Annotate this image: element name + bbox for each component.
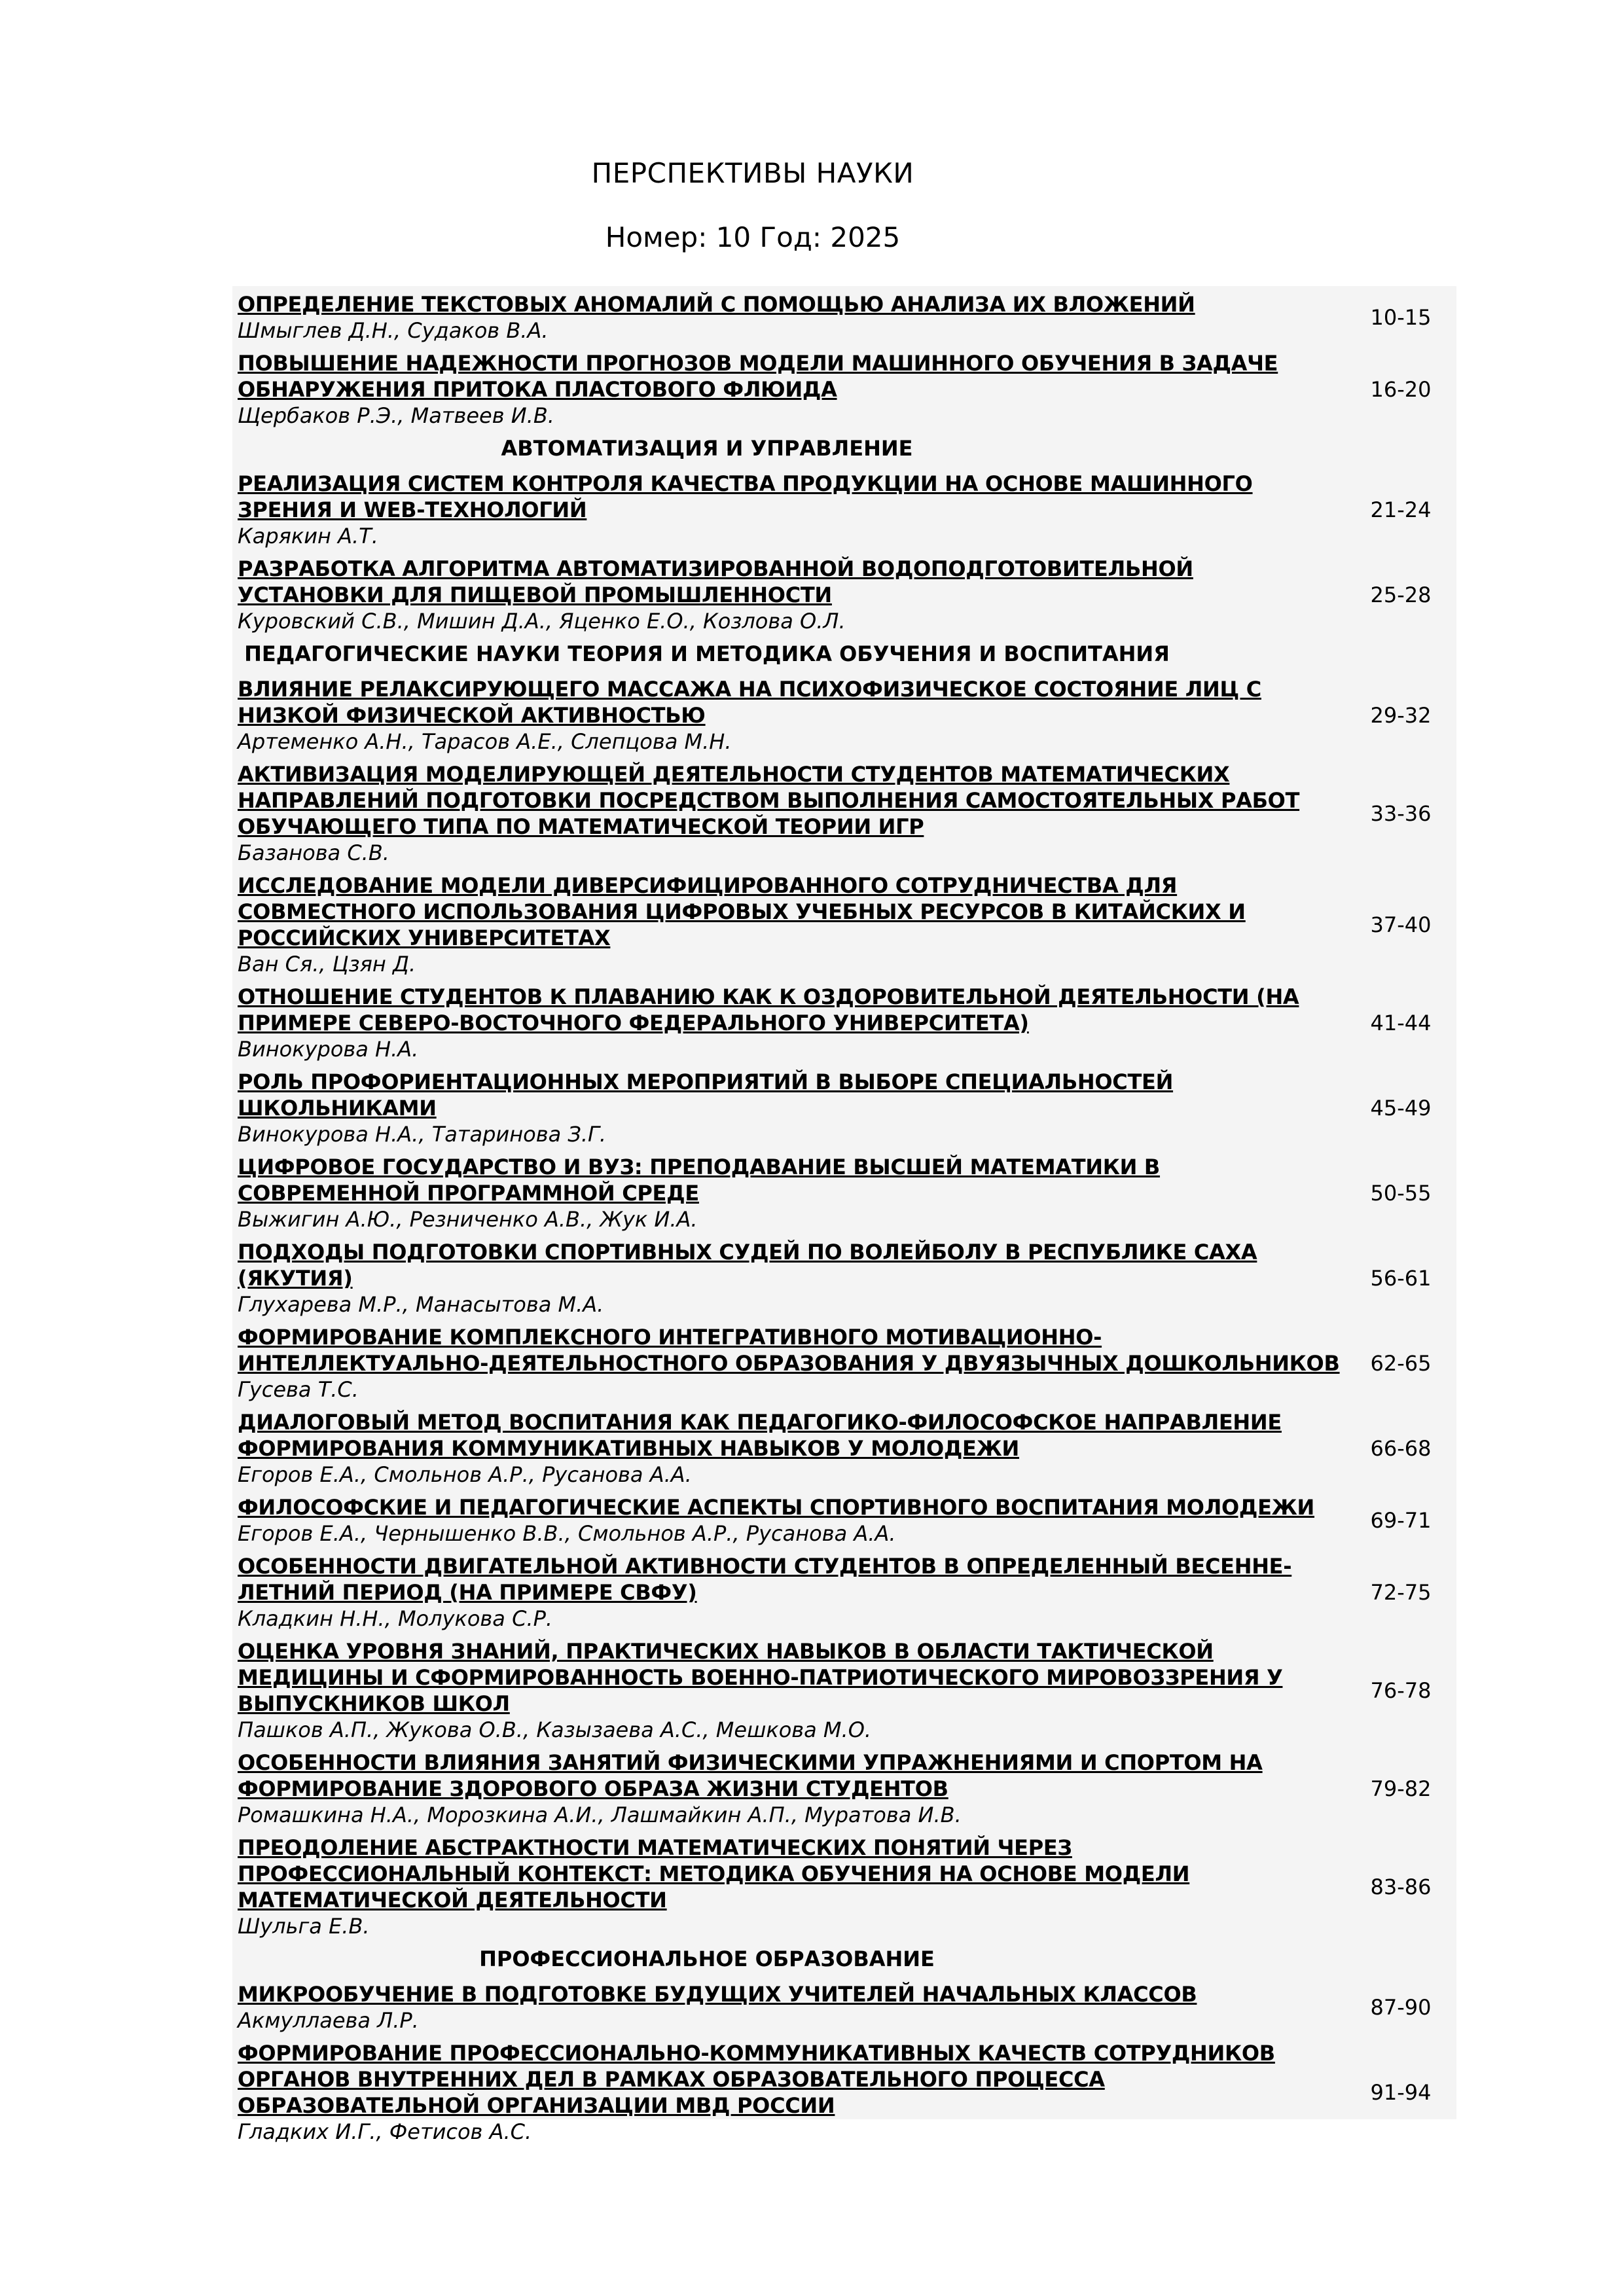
article-authors: Карякин А.Т. xyxy=(238,524,378,548)
section-heading: ПЕДАГОГИЧЕСКИЕ НАУКИ ТЕОРИЯ И МЕТОДИКА ОБУЧЕНИЯ И ВОСПИТАНИЯ xyxy=(244,641,1170,666)
toc-entry xyxy=(232,1835,1456,1939)
issue-info: Номер: 10 Год: 2025 xyxy=(605,221,901,253)
article-authors: Глухарева М.Р., Манасытова М.А. xyxy=(238,1292,604,1317)
article-authors: Шульга Е.В. xyxy=(238,1914,370,1939)
toc-entry xyxy=(232,2040,1456,2145)
toc-entry xyxy=(232,291,1456,344)
article-title-link[interactable]: РОЛЬ ПРОФОРИЕНТАЦИОННЫХ МЕРОПРИЯТИЙ В ВЫБОРЕ СПЕЦИАЛЬНОСТЕЙ ШКОЛЬНИКАМИ xyxy=(238,1069,1174,1121)
entry-text xyxy=(232,556,1345,634)
entry-text xyxy=(232,761,1345,866)
toc-entry xyxy=(232,872,1456,977)
entry-text xyxy=(232,1154,1345,1232)
article-authors: Акмуллаева Л.Р. xyxy=(238,2008,419,2033)
article-pages: 79-82 xyxy=(1370,1776,1432,1801)
article-title-link[interactable]: ДИАЛОГОВЫЙ МЕТОД ВОСПИТАНИЯ КАК ПЕДАГОГИКО-ФИЛОСОФСКОЕ НАПРАВЛЕНИЕ ФОРМИРОВАНИЯ КОММУНИКАТИВНЫХ НАВЫКОВ У МОЛОДЕЖИ xyxy=(238,1410,1282,1461)
article-pages: 50-55 xyxy=(1370,1181,1432,1206)
toc-entry xyxy=(232,1324,1456,1403)
toc-entry xyxy=(232,1981,1456,2034)
entry-text xyxy=(232,1749,1345,1828)
section-heading: АВТОМАТИЗАЦИЯ И УПРАВЛЕНИЕ xyxy=(501,436,913,461)
article-title-link[interactable]: ОПРЕДЕЛЕНИЕ ТЕКСТОВЫХ АНОМАЛИЙ С ПОМОЩЬЮ АНАЛИЗА ИХ ВЛОЖЕНИЙ xyxy=(238,292,1195,317)
toc-entry xyxy=(232,350,1456,429)
entry-text xyxy=(232,1638,1345,1743)
article-authors: Шмыглев Д.Н., Судаков В.А. xyxy=(238,318,549,343)
article-title-link[interactable]: МИКРООБУЧЕНИЕ В ПОДГОТОВКЕ БУДУЩИХ УЧИТЕЛЕЙ НАЧАЛЬНЫХ КЛАССОВ xyxy=(238,1982,1197,2007)
entry-text xyxy=(232,676,1345,755)
entry-text xyxy=(232,291,1345,344)
article-title-link[interactable]: ПРЕОДОЛЕНИЕ АБСТРАКТНОСТИ МАТЕМАТИЧЕСКИХ ПОНЯТИЙ ЧЕРЕЗ ПРОФЕССИОНАЛЬНЫЙ КОНТЕКСТ: МЕТОДИКА ОБУЧЕНИЯ НА ОСНОВЕ МОДЕЛИ МАТЕМАТИЧЕСКОЙ ДЕЯТЕЛЬНОСТИ xyxy=(238,1835,1190,1912)
entry-text xyxy=(232,1835,1345,1939)
toc-entry xyxy=(232,1494,1456,1547)
article-pages: 62-65 xyxy=(1370,1351,1432,1376)
toc-entry xyxy=(232,984,1456,1062)
article-pages: 66-68 xyxy=(1370,1436,1432,1461)
article-authors: Ван Ся., Цзян Д. xyxy=(238,952,416,977)
entry-text xyxy=(232,350,1345,429)
article-pages: 72-75 xyxy=(1370,1580,1432,1605)
article-pages: 91-94 xyxy=(1370,2080,1432,2105)
toc-entry xyxy=(232,1154,1456,1232)
article-pages: 83-86 xyxy=(1370,1874,1432,1899)
article-title-link[interactable]: ПОВЫШЕНИЕ НАДЕЖНОСТИ ПРОГНОЗОВ МОДЕЛИ МАШИННОГО ОБУЧЕНИЯ В ЗАДАЧЕ ОБНАРУЖЕНИЯ ПРИТОКА ПЛАСТОВОГО ФЛЮИДА xyxy=(238,351,1278,402)
article-authors: Гладких И.Г., Фетисов А.С. xyxy=(238,2119,532,2144)
toc-entry xyxy=(232,1239,1456,1318)
toc-entry xyxy=(232,1553,1456,1632)
toc-entry xyxy=(232,676,1456,755)
entry-text xyxy=(232,872,1345,977)
article-pages: 56-61 xyxy=(1370,1266,1432,1291)
article-title-link[interactable]: ПОДХОДЫ ПОДГОТОВКИ СПОРТИВНЫХ СУДЕЙ ПО ВОЛЕЙБОЛУ В РЕСПУБЛИКЕ САХА (ЯКУТИЯ) xyxy=(238,1240,1257,1291)
article-title-link[interactable]: ФОРМИРОВАНИЕ КОМПЛЕКСНОГО ИНТЕГРАТИВНОГО МОТИВАЦИОННО-ИНТЕЛЛЕКТУАЛЬНО-ДЕЯТЕЛЬНОСТНОГО ОБРАЗОВАНИЯ У ДВУЯЗЫЧНЫХ ДОШКОЛЬНИКОВ xyxy=(238,1325,1340,1376)
article-pages: 45-49 xyxy=(1370,1096,1432,1121)
article-pages: 21-24 xyxy=(1370,497,1432,522)
entry-text xyxy=(232,471,1345,549)
article-title-link[interactable]: ОСОБЕННОСТИ ВЛИЯНИЯ ЗАНЯТИЙ ФИЗИЧЕСКИМИ УПРАЖНЕНИЯМИ И СПОРТОМ НА ФОРМИРОВАНИЕ ЗДОРОВОГО ОБРАЗА ЖИЗНИ СТУДЕНТОВ xyxy=(238,1750,1263,1801)
article-authors: Егоров Е.А., Чернышенко В.В., Смольнов А.Р., Русанова А.А. xyxy=(238,1521,896,1546)
article-title-link[interactable]: ФОРМИРОВАНИЕ ПРОФЕССИОНАЛЬНО-КОММУНИКАТИВНЫХ КАЧЕСТВ СОТРУДНИКОВ ОРГАНОВ ВНУТРЕННИХ ДЕЛ В РАМКАХ ОБРАЗОВАТЕЛЬНОГО ПРОЦЕССА ОБРАЗОВАТЕЛЬНОЙ ОРГАНИЗАЦИИ МВД РОССИИ xyxy=(238,2041,1275,2118)
article-authors: Ромашкина Н.А., Морозкина А.И., Лашмайкин А.П., Муратова И.В. xyxy=(238,1803,962,1827)
table-of-contents xyxy=(232,286,1456,2144)
article-pages: 10-15 xyxy=(1370,305,1432,330)
entry-text xyxy=(232,1494,1345,1547)
article-authors: Артеменко А.Н., Тарасов А.Е., Слепцова М.Н. xyxy=(238,729,732,754)
article-pages: 16-20 xyxy=(1370,377,1432,402)
article-authors: Куровский С.В., Мишин Д.А., Яценко Е.О., Козлова О.Л. xyxy=(238,609,846,634)
article-title-link[interactable]: ОТНОШЕНИЕ СТУДЕНТОВ К ПЛАВАНИЮ КАК К ОЗДОРОВИТЕЛЬНОЙ ДЕЯТЕЛЬНОСТИ (НА ПРИМЕРЕ СЕВЕРО-ВОСТОЧНОГО ФЕДЕРАЛЬНОГО УНИВЕРСИТЕТА) xyxy=(238,984,1299,1035)
article-title-link[interactable]: ИССЛЕДОВАНИЕ МОДЕЛИ ДИВЕРСИФИЦИРОВАННОГО СОТРУДНИЧЕСТВА ДЛЯ СОВМЕСТНОГО ИСПОЛЬЗОВАНИЯ ЦИФРОВЫХ УЧЕБНЫХ РЕСУРСОВ В КИТАЙСКИХ И РОССИЙСКИХ УНИВЕРСИТЕТАХ xyxy=(238,873,1246,950)
entry-text xyxy=(232,1069,1345,1147)
article-authors: Винокурова Н.А. xyxy=(238,1037,419,1062)
article-authors: Егоров Е.А., Смольнов А.Р., Русанова А.А. xyxy=(238,1462,692,1487)
toc-entry xyxy=(232,1409,1456,1488)
article-title-link[interactable]: ВЛИЯНИЕ РЕЛАКСИРУЮЩЕГО МАССАЖА НА ПСИХОФИЗИЧЕСКОЕ СОСТОЯНИЕ ЛИЦ С НИЗКОЙ ФИЗИЧЕСКОЙ АКТИВНОСТЬЮ xyxy=(238,677,1261,728)
article-authors: Выжигин А.Ю., Резниченко А.В., Жук И.А. xyxy=(238,1207,698,1232)
toc-entry xyxy=(232,1069,1456,1147)
entry-text xyxy=(232,1981,1345,2034)
article-title-link[interactable]: ЦИФРОВОЕ ГОСУДАРСТВО И ВУЗ: ПРЕПОДАВАНИЕ ВЫСШЕЙ МАТЕМАТИКИ В СОВРЕМЕННОЙ ПРОГРАММНОЙ СРЕДЕ xyxy=(238,1155,1161,1206)
journal-title: ПЕРСПЕКТИВЫ НАУКИ xyxy=(591,157,914,189)
article-pages: 76-78 xyxy=(1370,1678,1432,1703)
article-title-link[interactable]: ФИЛОСОФСКИЕ И ПЕДАГОГИЧЕСКИЕ АСПЕКТЫ СПОРТИВНОГО ВОСПИТАНИЯ МОЛОДЕЖИ xyxy=(238,1495,1315,1520)
toc-entry xyxy=(232,1749,1456,1828)
article-title-link[interactable]: РАЗРАБОТКА АЛГОРИТМА АВТОМАТИЗИРОВАННОЙ ВОДОПОДГОТОВИТЕЛЬНОЙ УСТАНОВКИ ДЛЯ ПИЩЕВОЙ ПРОМЫШЛЕННОСТИ xyxy=(238,556,1193,607)
toc-entry xyxy=(232,556,1456,634)
article-authors: Щербаков Р.Э., Матвеев И.В. xyxy=(238,403,554,428)
article-pages: 87-90 xyxy=(1370,1995,1432,2020)
article-pages: 33-36 xyxy=(1370,801,1432,826)
article-title-link[interactable]: ОЦЕНКА УРОВНЯ ЗНАНИЙ, ПРАКТИЧЕСКИХ НАВЫКОВ В ОБЛАСТИ ТАКТИЧЕСКОЙ МЕДИЦИНЫ И СФОРМИРОВАННОСТЬ ВОЕННО-ПАТРИОТИЧЕСКОГО МИРОВОЗЗРЕНИЯ У ВЫПУСКНИКОВ ШКОЛ xyxy=(238,1639,1283,1716)
article-pages: 41-44 xyxy=(1370,1011,1432,1035)
entry-text xyxy=(232,1324,1345,1403)
article-pages: 29-32 xyxy=(1370,703,1432,728)
article-authors: Кладкин Н.Н., Молукова С.Р. xyxy=(238,1606,553,1631)
section-heading: ПРОФЕССИОНАЛЬНОЕ ОБРАЗОВАНИЕ xyxy=(479,1946,935,1971)
entry-text xyxy=(232,2040,1345,2145)
entry-text xyxy=(232,1409,1345,1488)
article-authors: Гусева Т.С. xyxy=(238,1377,359,1402)
article-title-link[interactable]: РЕАЛИЗАЦИЯ СИСТЕМ КОНТРОЛЯ КАЧЕСТВА ПРОДУКЦИИ НА ОСНОВЕ МАШИННОГО ЗРЕНИЯ И WEB-ТЕХНОЛОГИЙ xyxy=(238,471,1253,522)
article-authors: Винокурова Н.А., Татаринова З.Г. xyxy=(238,1122,607,1147)
toc-entry xyxy=(232,761,1456,866)
entry-text xyxy=(232,1553,1345,1632)
article-pages: 69-71 xyxy=(1370,1508,1432,1533)
article-pages: 37-40 xyxy=(1370,912,1432,937)
article-title-link[interactable]: АКТИВИЗАЦИЯ МОДЕЛИРУЮЩЕЙ ДЕЯТЕЛЬНОСТИ СТУДЕНТОВ МАТЕМАТИЧЕСКИХ НАПРАВЛЕНИЙ ПОДГОТОВКИ ПОСРЕДСТВОМ ВЫПОЛНЕНИЯ САМОСТОЯТЕЛЬНЫХ РАБОТ ОБУЧАЮЩЕГО ТИПА ПО МАТЕМАТИЧЕСКОЙ ТЕОРИИ ИГР xyxy=(238,762,1300,839)
entry-text xyxy=(232,1239,1345,1318)
article-authors: Пашков А.П., Жукова О.В., Казызаева А.С., Мешкова М.О. xyxy=(238,1717,872,1742)
entry-text xyxy=(232,984,1345,1062)
article-title-link[interactable]: ОСОБЕННОСТИ ДВИГАТЕЛЬНОЙ АКТИВНОСТИ СТУДЕНТОВ В ОПРЕДЕЛЕННЫЙ ВЕСЕННЕ-ЛЕТНИЙ ПЕРИОД (НА ПРИМЕРЕ СВФУ) xyxy=(238,1554,1292,1605)
article-pages: 25-28 xyxy=(1370,583,1432,607)
toc-entry xyxy=(232,1638,1456,1743)
toc-entry xyxy=(232,471,1456,549)
article-authors: Базанова С.В. xyxy=(238,840,389,865)
